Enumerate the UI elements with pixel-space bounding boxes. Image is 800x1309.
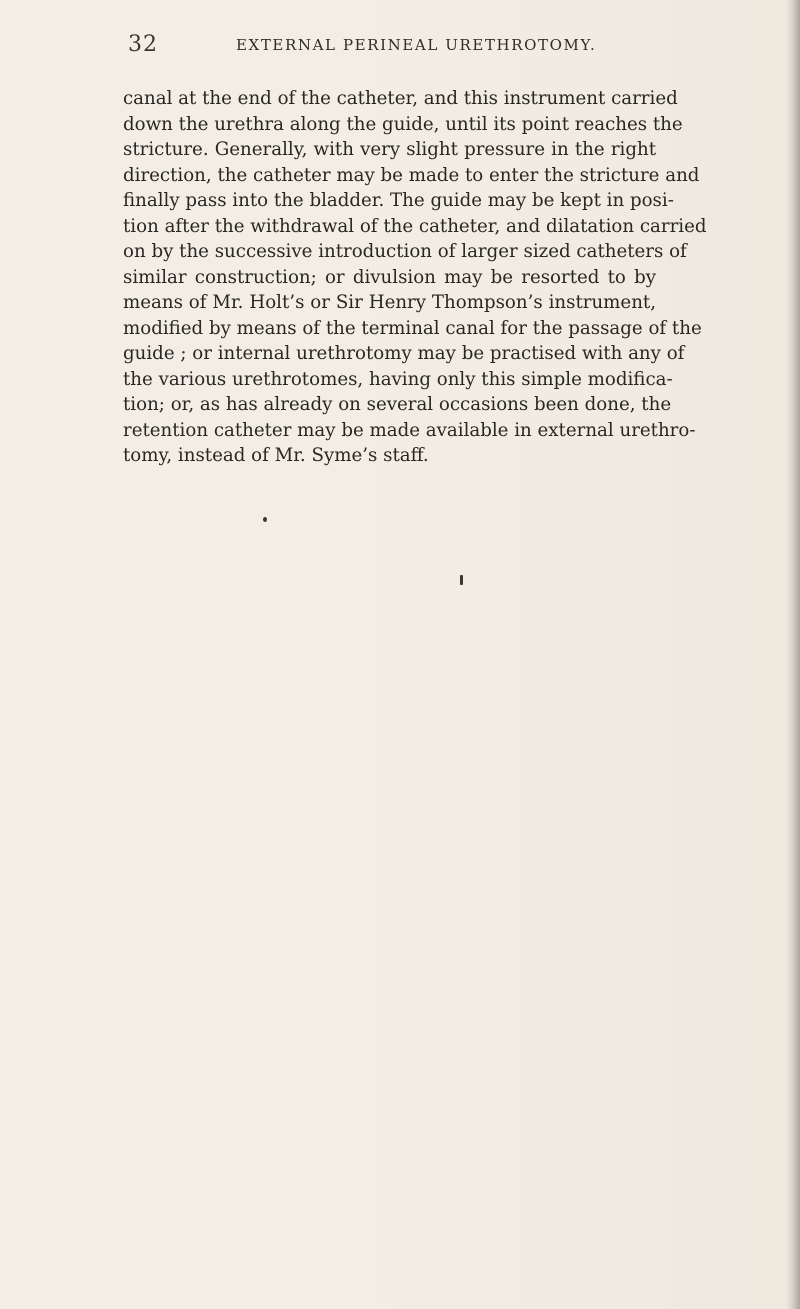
ink-speck (460, 575, 463, 585)
page-header (128, 32, 640, 62)
text-line: tion; or, as has already on several occasions been done, the (123, 394, 672, 415)
text-line: retention catheter may be made available in external urethro- (123, 419, 696, 441)
text-line: means of Mr. Holt’s or Sir Henry Thompson’s instrument, (123, 292, 656, 313)
text-line: modified by means of the terminal canal for the passage of the (123, 317, 702, 339)
text-line: similar construction; or divulsion may be resorted to by (123, 266, 656, 288)
text-line: down the urethra along the guide, until its point reaches the (123, 113, 683, 135)
text-line: the various urethrotomes, having only this simple modifica- (123, 368, 673, 390)
page-number: 32 (128, 32, 158, 57)
text-line: guide ; or internal urethrotomy may be practised with any of (123, 343, 685, 364)
text-line: tion after the withdrawal of the catheter, and dilatation carried (123, 215, 707, 237)
text-line: finally pass into the bladder. The guide may be kept in posi- (123, 190, 674, 211)
text-line: canal at the end of the catheter, and this instrument carried (123, 88, 678, 109)
page-edge-shadow (786, 0, 800, 1309)
text-line: direction, the catheter may be made to enter the stricture and (123, 164, 700, 186)
text-line: on by the successive introduction of larger sized catheters of (123, 241, 687, 262)
body-paragraph (123, 86, 707, 469)
running-head: EXTERNAL PERINEAL URETHROTOMY. (236, 36, 597, 54)
ink-speck (263, 517, 267, 522)
text-line: stricture. Generally, with very slight pressure in the right (123, 139, 656, 160)
text-line: tomy, instead of Mr. Syme’s staff. (123, 445, 429, 466)
